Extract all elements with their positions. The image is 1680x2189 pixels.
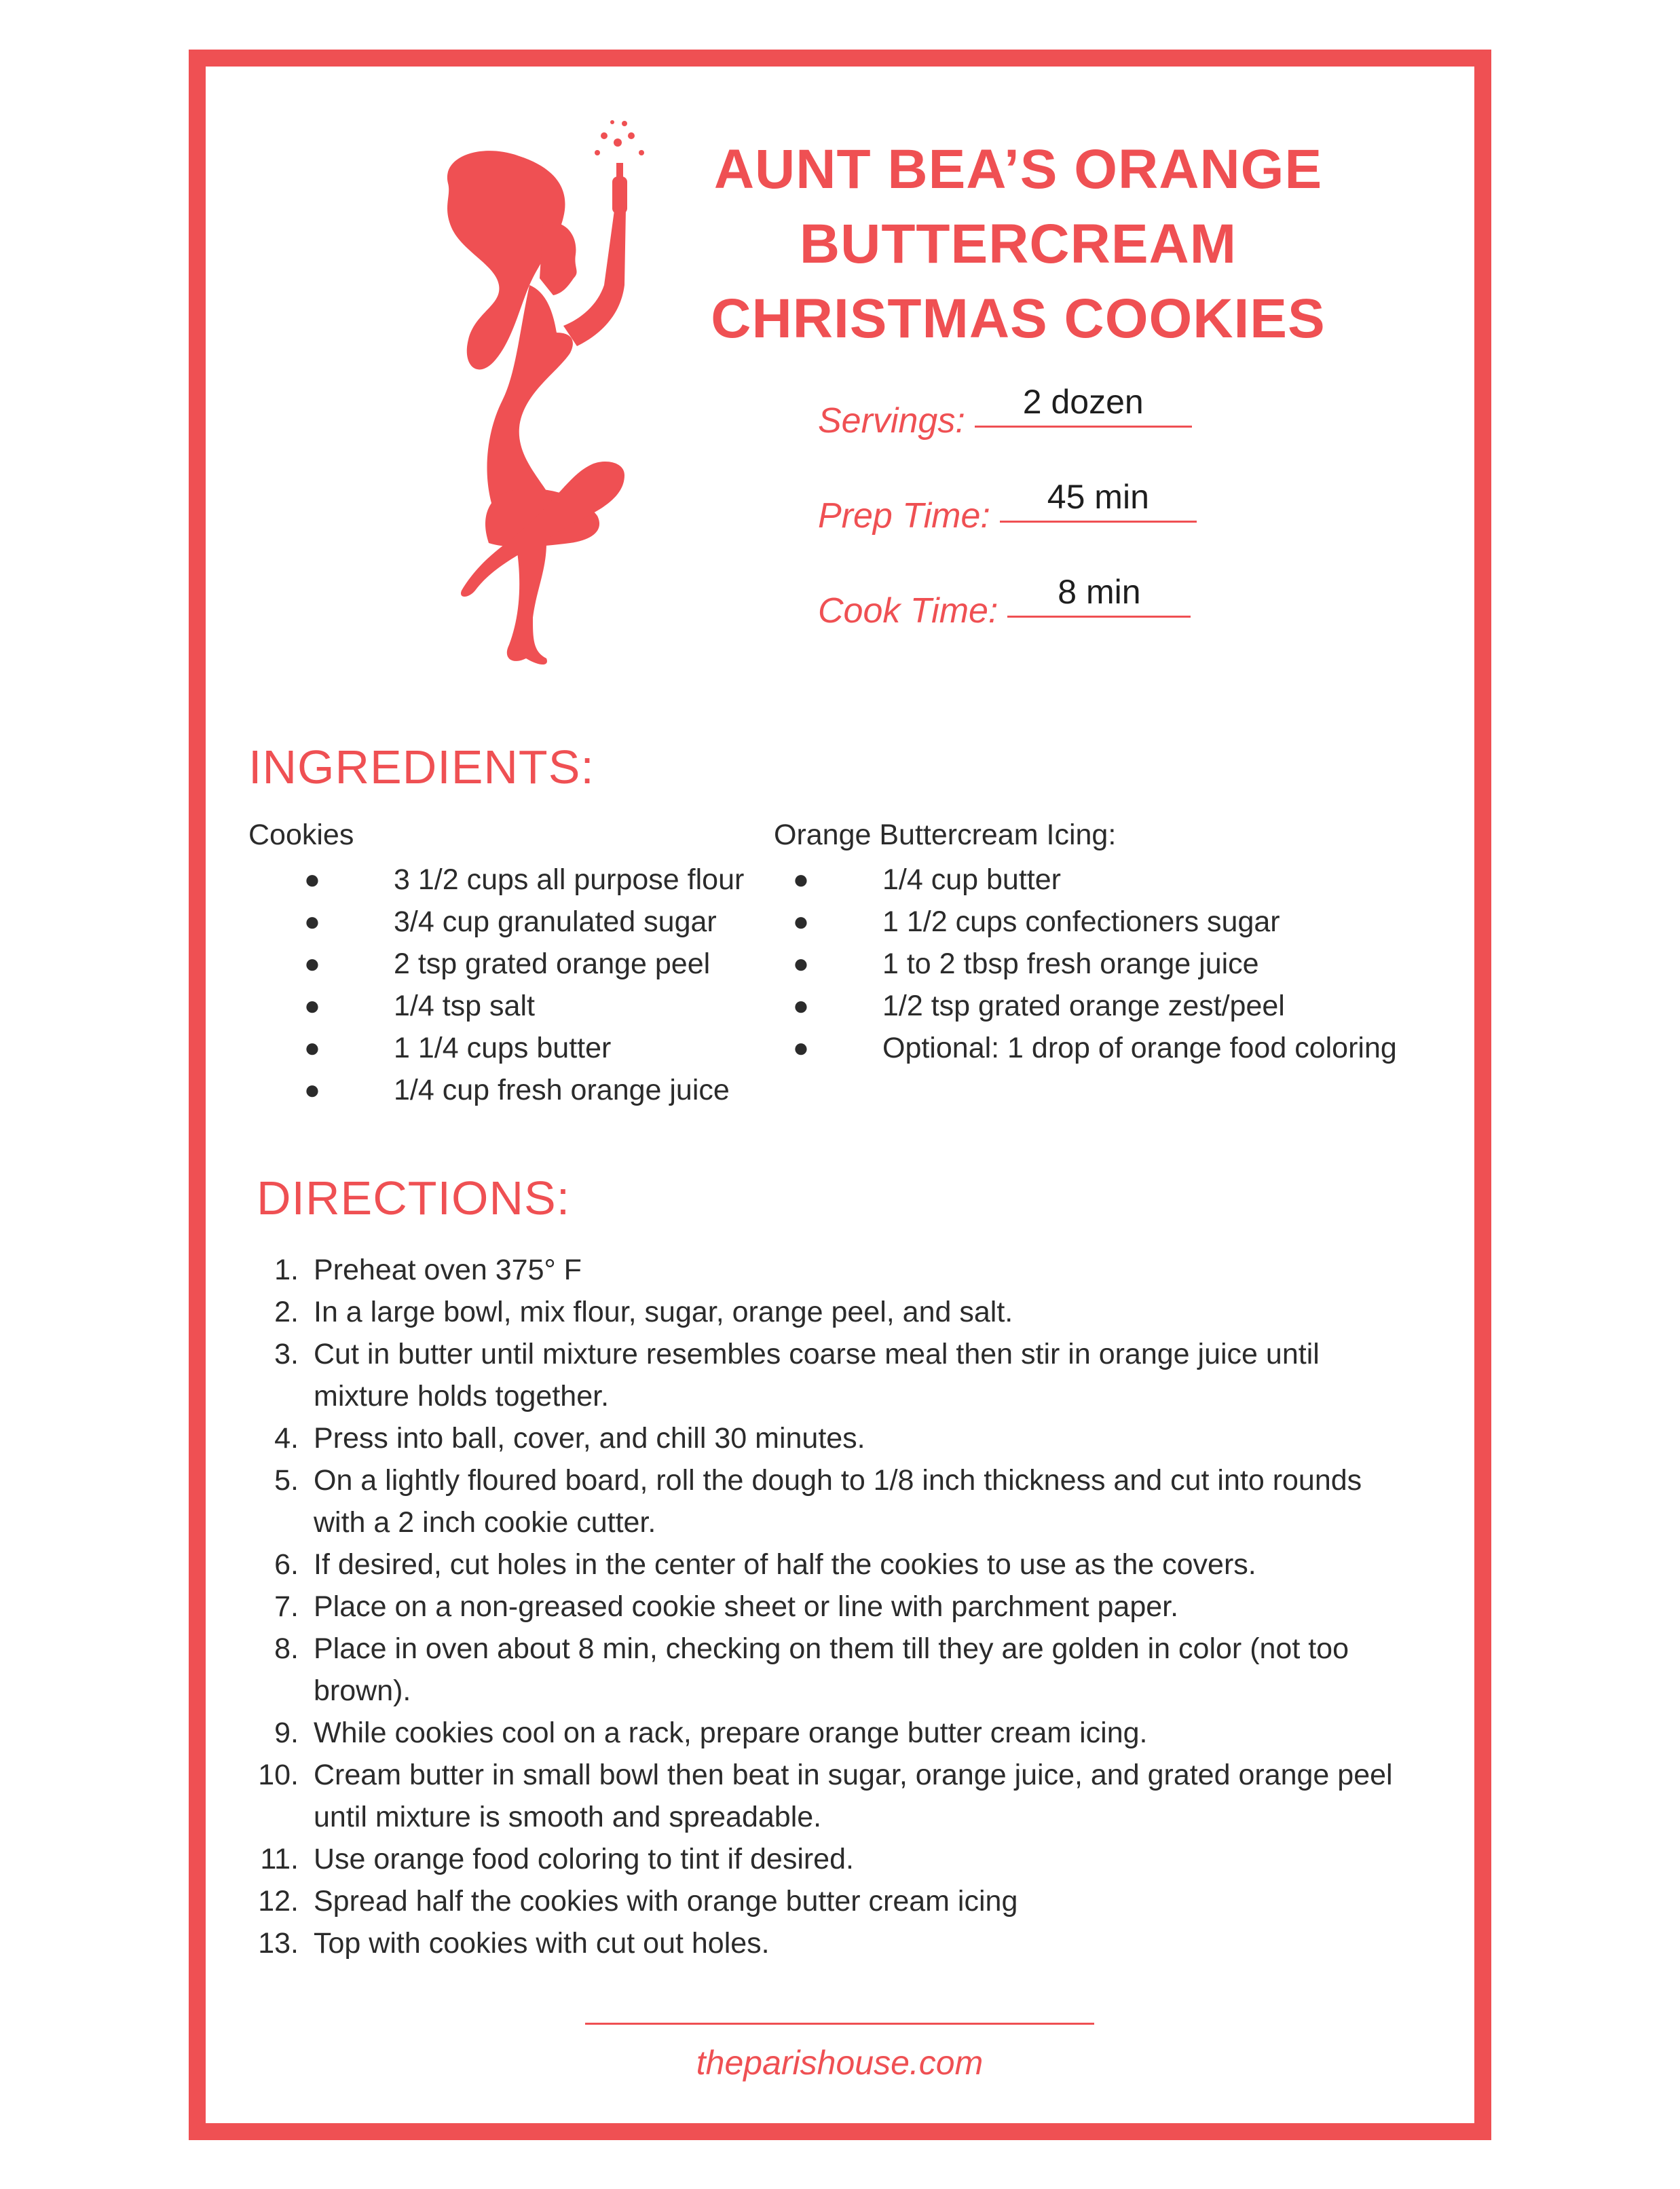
- title-line-3: CHRISTMAS COOKIES: [711, 288, 1326, 350]
- step-text: While cookies cool on a rack, prepare orange butter cream icing.: [314, 1717, 1148, 1749]
- ingredient-text: 3/4 cup granulated sugar: [394, 905, 717, 938]
- list-item: [251, 1880, 1419, 1922]
- step-text: Press into ball, cover, and chill 30 minutes.: [314, 1422, 865, 1455]
- ingredient-text: 1 1/2 cups confectioners sugar: [882, 905, 1280, 938]
- list-item: [251, 1712, 1419, 1754]
- list-item: [285, 985, 744, 1027]
- step-number: 11.: [260, 1843, 299, 1875]
- step-number: 13.: [258, 1927, 299, 1960]
- woman-silhouette-icon: [400, 115, 652, 679]
- bullet-dot: ●: [303, 865, 321, 895]
- step-number: 3.: [274, 1338, 299, 1370]
- title-line-2: BUTTERCREAM: [799, 213, 1237, 275]
- step-number: 2.: [274, 1296, 299, 1328]
- bullet-dot: ●: [303, 991, 321, 1021]
- step-number: 4.: [274, 1422, 299, 1455]
- step-number: 8.: [274, 1632, 299, 1665]
- list-item: [251, 1838, 1419, 1880]
- ingredient-text: 1 1/4 cups butter: [394, 1032, 612, 1064]
- bullet-dot: ●: [792, 991, 810, 1021]
- cook-time-value: 8 min: [1007, 571, 1191, 618]
- bullet-dot: ●: [303, 949, 321, 979]
- list-item: [285, 943, 744, 985]
- step-text: Spread half the cookies with orange butter cream icing: [314, 1885, 1018, 1917]
- list-item: [285, 859, 744, 901]
- step-number: 5.: [274, 1464, 299, 1497]
- directions-list: [251, 1249, 1419, 1964]
- cook-time-row: [818, 570, 1191, 631]
- list-item: [774, 1027, 1397, 1069]
- icing-subheading: Orange Buttercream Icing:: [774, 819, 1117, 851]
- step-text: Preheat oven 375° F: [314, 1254, 582, 1286]
- servings-row: [818, 380, 1192, 441]
- directions-heading: DIRECTIONS:: [257, 1172, 571, 1224]
- ingredient-text: 1/4 tsp salt: [394, 990, 535, 1022]
- step-text: On a lightly floured board, roll the dough to 1/8 inch thickness and cut into rounds with a 2 inch cookie cutter.: [314, 1464, 1362, 1539]
- ingredient-text: 1 to 2 tbsp fresh orange juice: [882, 948, 1259, 980]
- servings-label: Servings:: [818, 401, 965, 441]
- cookies-subheading: Cookies: [248, 819, 354, 851]
- title-line-1: AUNT BEA’S ORANGE: [713, 138, 1323, 200]
- ingredients-heading: INGREDIENTS:: [248, 741, 595, 793]
- ingredient-text: 2 tsp grated orange peel: [394, 948, 711, 980]
- ingredient-text: Optional: 1 drop of orange food coloring: [882, 1032, 1397, 1064]
- bullet-dot: ●: [303, 1075, 321, 1105]
- list-item: [251, 1543, 1419, 1586]
- ingredient-text: 1/4 cup fresh orange juice: [394, 1074, 730, 1106]
- list-item: [774, 985, 1397, 1027]
- list-item: [774, 943, 1397, 985]
- step-number: 1.: [274, 1254, 299, 1286]
- bullet-dot: ●: [792, 1033, 810, 1063]
- list-item: [251, 1249, 1419, 1291]
- icing-ingredient-list: [774, 859, 1397, 1069]
- bullet-dot: ●: [303, 1033, 321, 1063]
- footer-website-link[interactable]: theparishouse.com: [696, 2044, 984, 2082]
- footer-divider: [585, 2023, 1094, 2025]
- cook-time-label: Cook Time:: [818, 591, 998, 631]
- list-item: [285, 1069, 744, 1111]
- list-item: [285, 901, 744, 943]
- step-number: 10.: [258, 1759, 299, 1791]
- list-item: [251, 1291, 1419, 1333]
- prep-time-value: 45 min: [1000, 476, 1197, 523]
- step-text: Place in oven about 8 min, checking on them till they are golden in color (not too brown).: [314, 1632, 1349, 1707]
- bullet-dot: ●: [792, 865, 810, 895]
- prep-time-row: [818, 475, 1197, 536]
- servings-value: 2 dozen: [975, 381, 1192, 428]
- list-item: [774, 901, 1397, 943]
- recipe-title: [679, 132, 1358, 356]
- prep-time-label: Prep Time:: [818, 496, 990, 536]
- list-item: [251, 1922, 1419, 1964]
- step-number: 12.: [258, 1885, 299, 1917]
- list-item: [285, 1027, 744, 1069]
- ingredient-text: 3 1/2 cups all purpose flour: [394, 863, 745, 896]
- step-text: Use orange food coloring to tint if desired.: [314, 1843, 854, 1875]
- list-item: [251, 1459, 1419, 1543]
- step-text: Place on a non-greased cookie sheet or line with parchment paper.: [314, 1590, 1179, 1623]
- bullet-dot: ●: [792, 949, 810, 979]
- list-item: [251, 1754, 1419, 1838]
- list-item: [251, 1417, 1419, 1459]
- step-text: Cut in butter until mixture resembles coarse meal then stir in orange juice until mixture holds together.: [314, 1338, 1320, 1412]
- step-text: If desired, cut holes in the center of half the cookies to use as the covers.: [314, 1548, 1256, 1581]
- bullet-dot: ●: [303, 907, 321, 937]
- step-number: 7.: [274, 1590, 299, 1623]
- bullet-dot: ●: [792, 907, 810, 937]
- list-item: [251, 1586, 1419, 1628]
- step-text: Top with cookies with cut out holes.: [314, 1927, 770, 1960]
- step-text: Cream butter in small bowl then beat in sugar, orange juice, and grated orange peel until mixture is smooth and spreadable.: [314, 1759, 1393, 1833]
- step-number: 9.: [274, 1717, 299, 1749]
- ingredient-text: 1/4 cup butter: [882, 863, 1061, 896]
- list-item: [251, 1628, 1419, 1712]
- list-item: [774, 859, 1397, 901]
- list-item: [251, 1333, 1419, 1417]
- ingredient-text: 1/2 tsp grated orange zest/peel: [882, 990, 1285, 1022]
- step-text: In a large bowl, mix flour, sugar, orange peel, and salt.: [314, 1296, 1013, 1328]
- cookies-ingredient-list: [285, 859, 744, 1111]
- step-number: 6.: [274, 1548, 299, 1581]
